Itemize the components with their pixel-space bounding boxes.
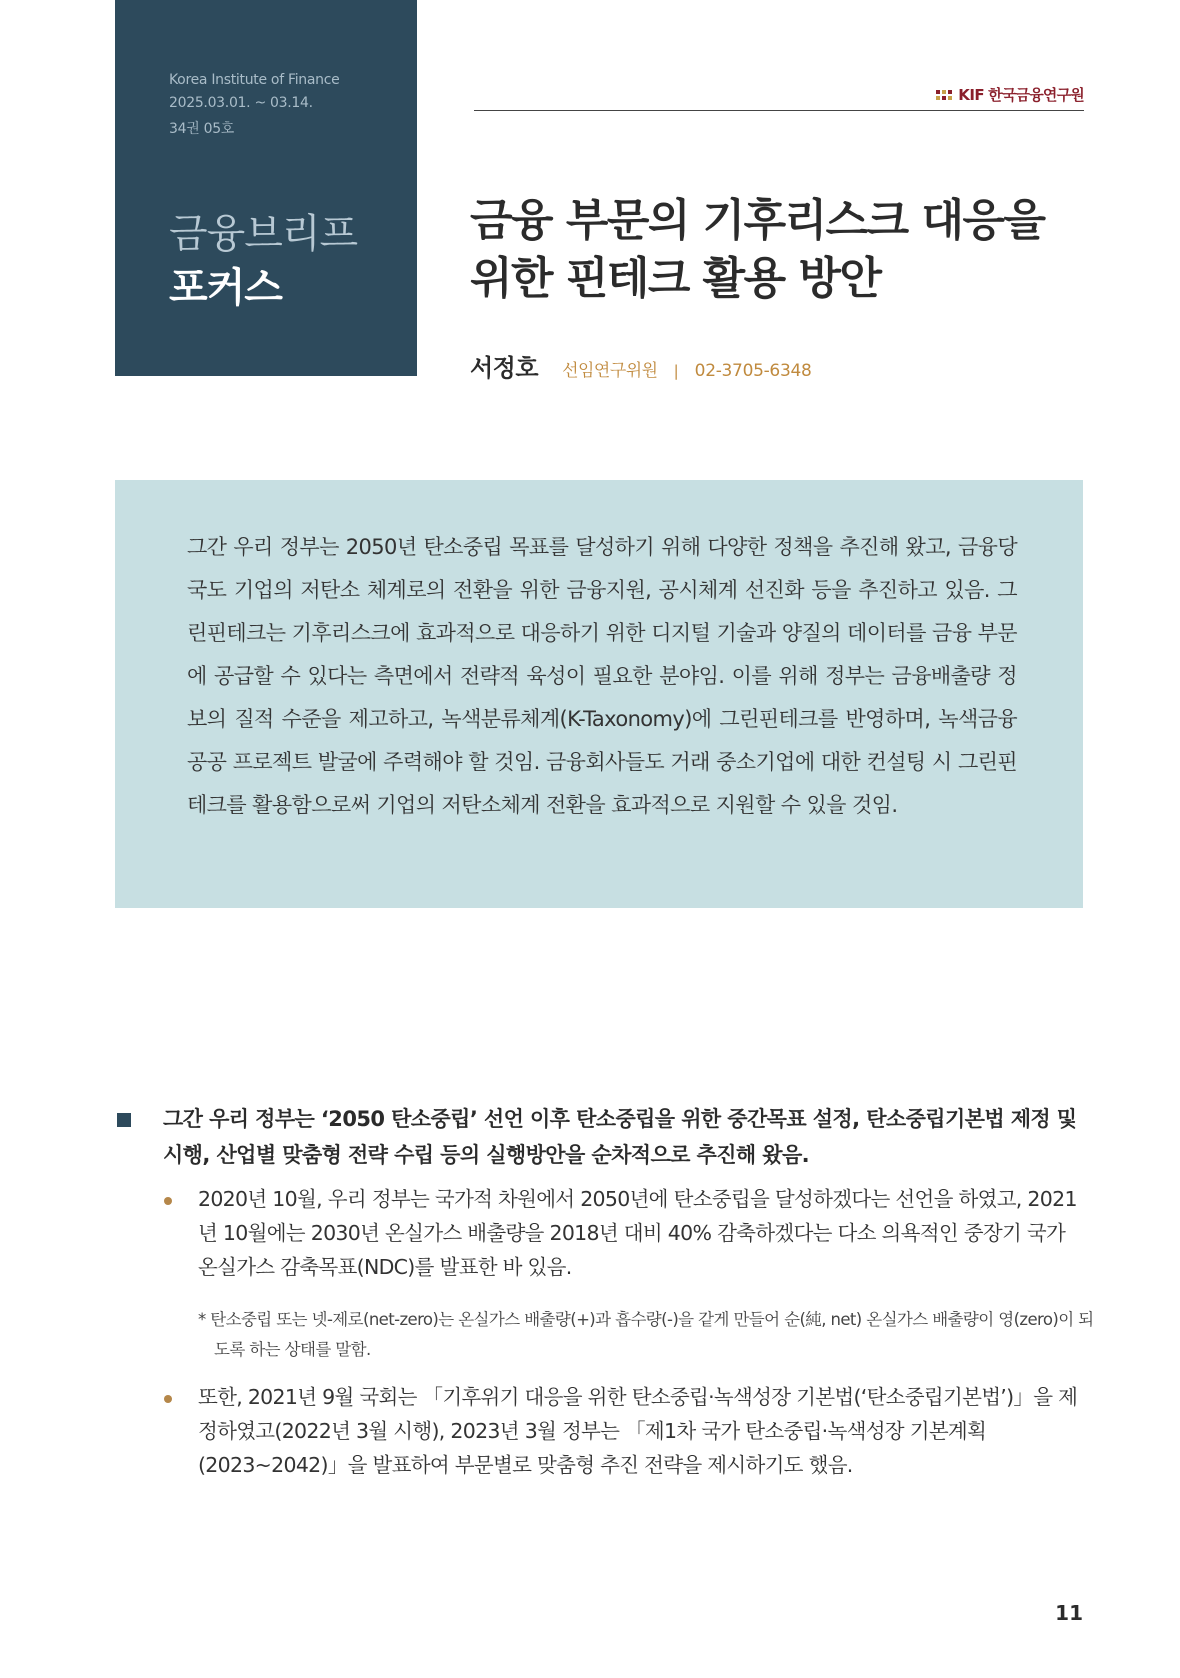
author-name: 서정호 xyxy=(470,354,539,382)
dot-bullet-icon xyxy=(164,1197,172,1205)
section-heading-text: 그간 우리 정부는 ‘2050 탄소중립’ 선언 이후 탄소중립을 위한 중간목표 설정, 탄소중립기본법 제정 및 시행, 산업별 맞춤형 전략 수립 등의 실행방안을 순차적으로 추진해 왔음. xyxy=(163,1107,1077,1167)
logo-text-en: KIF xyxy=(958,85,985,104)
institute-name: Korea Institute of Finance xyxy=(169,72,340,88)
logo-text-ko: 한국금융연구원 xyxy=(988,86,1084,104)
issue-volume: 34권 05호 xyxy=(169,121,235,137)
bullet-item-1 xyxy=(162,1182,1083,1284)
author-phone: 02-3705-6348 xyxy=(694,361,812,381)
kif-logo-icon xyxy=(936,90,952,100)
bullet-text-2: 또한, 2021년 9월 국회는 「기후위기 대응을 위한 탄소중립·녹색성장 기본법(‘탄소중립기본법’)」을 제정하였고(2022년 3월 시행), 2023년 3월 정부는 「제1차 국가 탄소중립·녹색성장 기본계획(2023~2042)」을 발표하여 부문별로 맞춤형 추진 전략을 제시하기도 했음. xyxy=(198,1385,1078,1477)
square-bullet-icon xyxy=(117,1113,131,1127)
author-separator: | xyxy=(673,362,679,380)
series-name: 금융브리프 xyxy=(169,211,358,257)
article-title xyxy=(470,192,1045,308)
bullet-item-2 xyxy=(162,1380,1083,1482)
summary-box xyxy=(115,480,1083,908)
series-category: 포커스 xyxy=(169,265,282,311)
title-line-2: 위한 핀테크 활용 방안 xyxy=(470,253,881,304)
author-position: 선임연구위원 xyxy=(562,361,658,381)
dot-bullet-icon xyxy=(164,1395,172,1403)
title-line-1: 금융 부문의 기후리스크 대응을 xyxy=(470,195,1045,246)
bullet-text-1: 2020년 10월, 우리 정부는 국가적 차원에서 2050년에 탄소중립을 달성하겠다는 선언을 하였고, 2021년 10월에는 2030년 온실가스 배출량을 2018년 대비 40% 감축하겠다는 다소 의욕적인 중장기 국가온실가스 감축목표(NDC)를 발표한 바 있음. xyxy=(198,1187,1077,1279)
author-info xyxy=(470,348,812,383)
series-banner xyxy=(115,0,417,376)
header-divider xyxy=(474,110,1084,111)
summary-text: 그간 우리 정부는 2050년 탄소중립 목표를 달성하기 위해 다양한 정책을 추진해 왔고, 금융당국도 기업의 저탄소 체계로의 전환을 위한 금융지원, 공시체계 선진화 등을 추진하고 있음. 그린핀테크는 기후리스크에 효과적으로 대응하기 위한 디지털 기술과 양질의 데이터를 금융 부문에 공급할 수 있다는 측면에서 전략적 육성이 필요한 분야임. 이를 위해 정부는 금융배출량 정보의 질적 수준을 제고하고, 녹색분류체계(K-Taxonomy)에 그린핀테크를 반영하며, 녹색금융 공공 프로젝트 발굴에 주력해야 할 것임. 금융회사들도 거래 중소기업에 대한 컨설팅 시 그린핀테크를 활용함으로써 기업의 저탄소체계 전환을 효과적으로 지원할 수 있을 것임. xyxy=(187,535,1017,817)
page-number: 11 xyxy=(1055,1601,1083,1625)
kif-logo xyxy=(936,84,1084,105)
issue-date: 2025.03.01. ~ 03.14. xyxy=(169,95,313,111)
footnote: * 탄소중립 또는 넷-제로(net-zero)는 온실가스 배출량(+)과 흡수량(-)을 같게 만들어 순(純, net) 온실가스 배출량이 영(zero)이 되도록 하는 상태를 말함. xyxy=(198,1310,1094,1359)
section-heading xyxy=(115,1101,1083,1173)
